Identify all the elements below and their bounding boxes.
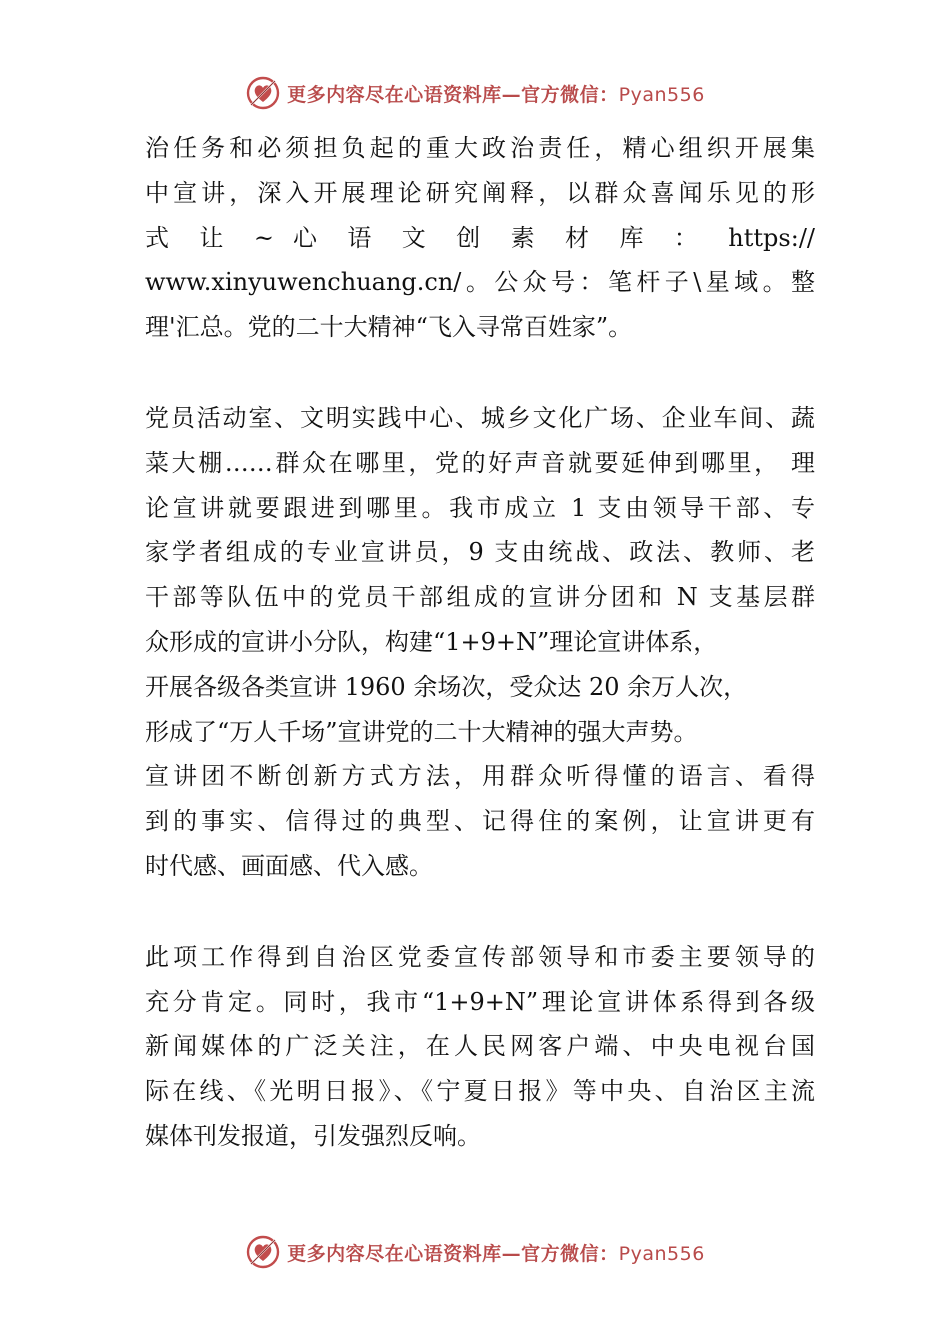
text-line: 中宣讲，深入开展理论研究阐释，以群众喜闻乐见的形	[145, 178, 815, 207]
paragraph-gap	[145, 350, 815, 396]
paragraph-2	[145, 396, 815, 889]
text-line: 际在线、《光明日报》、《宁夏日报》等中央、自治区主流	[145, 1077, 815, 1106]
text-line: 宣讲团不断创新方式方法，用群众听得懂的语言、看得	[145, 762, 815, 791]
text-line: 到的事实、信得过的典型、记得住的案例，让宣讲更有	[145, 807, 815, 836]
text-line: 形成了“万人千场”宣讲党的二十大精神的强大声势。	[145, 717, 698, 746]
text-line: 充分肯定。同时，我市“1+9+N”理论宣讲体系得到各级	[145, 987, 815, 1016]
heart-leaf-logo-icon	[245, 1234, 281, 1270]
text-line: 新闻媒体的广泛关注，在人民网客户端、中央电视台国	[145, 1032, 815, 1061]
banner-slogan: 更多内容尽在心语资料库—官方微信：	[287, 83, 619, 106]
text-line: 时代感、画面感、代入感。	[145, 851, 433, 880]
banner-slogan: 更多内容尽在心语资料库—官方微信：	[287, 1242, 619, 1265]
text-line: www.xinyuwenchuang.cn/。公众号：笔杆子\星域。整	[145, 268, 815, 297]
text-line: 媒体刊发报道，引发强烈反响。	[145, 1121, 481, 1150]
footer-banner	[0, 1229, 950, 1275]
text-line: 开展各级各类宣讲 1960 余场次，受众达 20 余万人次，	[145, 672, 748, 701]
text-line: 菜大棚……群众在哪里，党的好声音就要延伸到哪里， 理	[145, 448, 815, 477]
banner-wechat-id: Pyan556	[618, 83, 705, 106]
paragraph-1	[145, 126, 815, 350]
text-line: 式 让 ~ 心 语 文 创 素 材 库 ： https://	[145, 223, 815, 252]
paragraph-gap	[145, 889, 815, 935]
text-line: 家学者组成的专业宣讲员，9 支由统战、政法、教师、老	[145, 538, 815, 567]
text-line: 众形成的宣讲小分队，构建“1+9+N”理论宣讲体系，	[145, 627, 718, 656]
heart-leaf-logo-icon	[245, 75, 281, 111]
banner-text	[287, 1239, 705, 1266]
text-line: 此项工作得到自治区党委宣传部领导和市委主要领导的	[145, 942, 815, 971]
text-line: 论宣讲就要跟进到哪里。我市成立 1 支由领导干部、专	[145, 493, 815, 522]
text-line: 治任务和必须担负起的重大政治责任，精心组织开展集	[145, 134, 815, 162]
document-body	[145, 126, 815, 1159]
text-line: 干部等队伍中的党员干部组成的宣讲分团和 N 支基层群	[145, 583, 815, 612]
banner-text	[287, 80, 705, 107]
text-line: 理'汇总。党的二十大精神“飞入寻常百姓家”。	[145, 313, 633, 342]
text-line: 党员活动室、文明实践中心、城乡文化广场、企业车间、蔬	[145, 403, 815, 432]
paragraph-3	[145, 935, 815, 1159]
header-banner	[0, 70, 950, 116]
banner-wechat-id: Pyan556	[618, 1242, 705, 1265]
